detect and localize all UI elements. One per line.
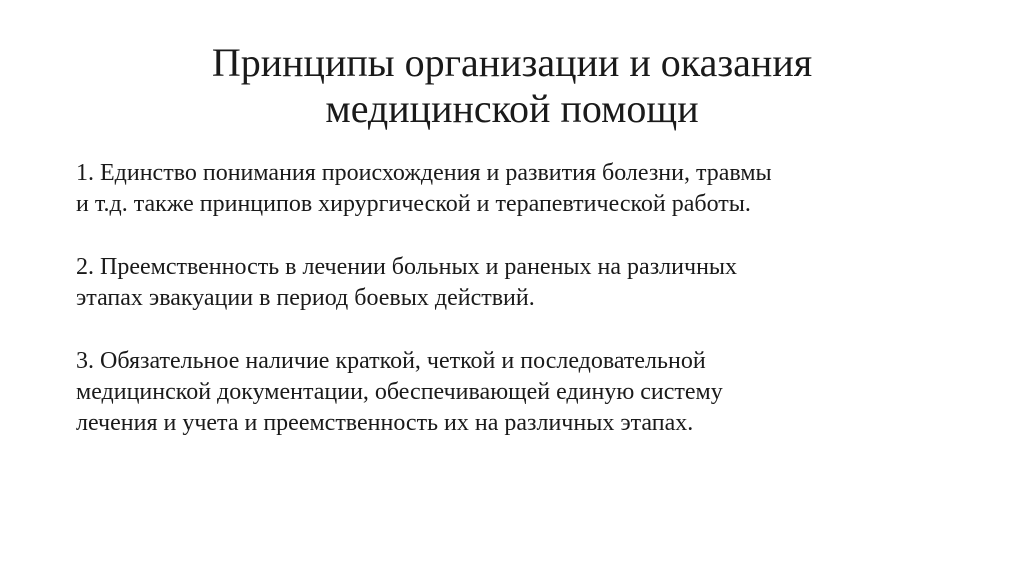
principle-3 <box>76 346 976 439</box>
principle-1 <box>76 158 976 220</box>
slide-title <box>60 40 964 132</box>
principle-2-line-1: 2. Преемственность в лечении больных и раненых на различных <box>76 254 738 280</box>
principle-1-line-2: и т.д. также принципов хирургической и терапевтической работы. <box>76 191 751 217</box>
principle-2 <box>76 252 976 314</box>
slide-title-line-2: медицинской помощи <box>325 86 699 131</box>
principle-1-line-1: 1. Единство понимания происхождения и развития болезни, травмы <box>76 160 772 186</box>
principle-3-line-2: медицинской документации, обеспечивающей единую систему <box>76 379 723 405</box>
slide-body <box>76 158 976 471</box>
principle-2-line-2: этапах эвакуации в период боевых действий. <box>76 285 535 311</box>
principle-3-line-3: лечения и учета и преемственность их на различных этапах. <box>76 410 694 436</box>
principle-3-line-1: 3. Обязательное наличие краткой, четкой и последовательной <box>76 348 706 374</box>
slide-title-line-1: Принципы организации и оказания <box>211 40 813 85</box>
